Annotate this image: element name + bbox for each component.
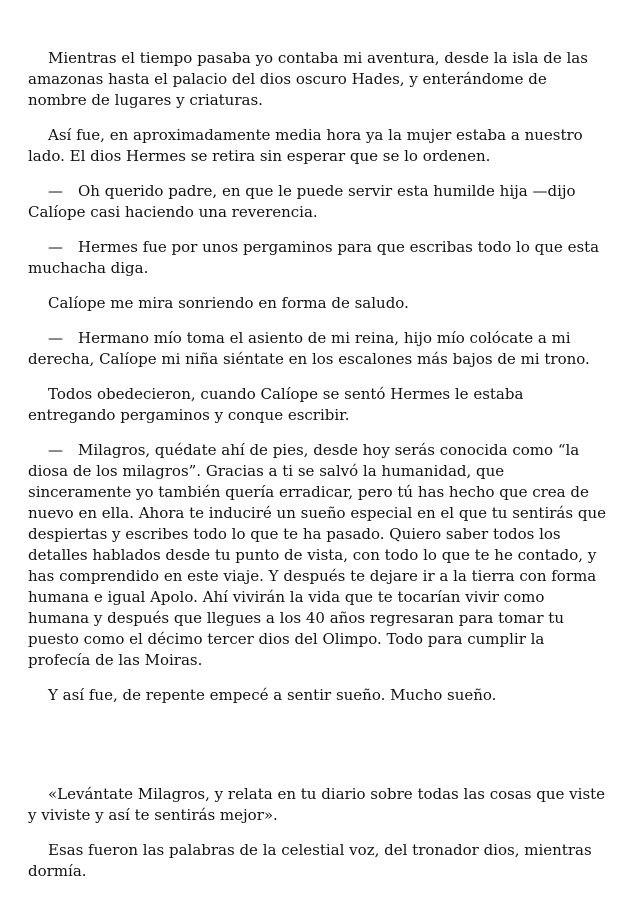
dialog-dash: —: [48, 182, 63, 200]
paragraph-4: Todos obedecieron, cuando Calíope se sentó Hermes le estaba entregando pergaminos y conque escribir.: [28, 385, 524, 424]
paragraph-5: Y así fue, de repente empecé a sentir sueño. Mucho sueño.: [48, 686, 497, 704]
dialog-dash: —: [48, 441, 63, 459]
dialog-dash: —: [48, 238, 63, 256]
dialog-dash: —: [48, 329, 63, 347]
dialog-line-1: — Oh querido padre, en que le puede servir esta humilde hija —dijo Calíope casi haciendo una reverencia.: [28, 182, 576, 221]
dialog-line-2: — Hermes fue por unos pergaminos para que escribas todo lo que esta muchacha diga.: [28, 238, 600, 277]
paragraph-7: Esas fueron las palabras de la celestial voz, del tronador dios, mientras dormía.: [28, 841, 592, 880]
paragraph-3: Calíope me mira sonriendo en forma de saludo.: [48, 294, 409, 312]
paragraph-6: «Levántate Milagros, y relata en tu diario sobre todas las cosas que viste y viviste y así te sentirás mejor».: [28, 785, 606, 824]
dialog-line-4: — Milagros, quédate ahí de pies, desde hoy serás conocida como “la diosa de los milagros”. Gracias a ti se salvó la humanidad, que sinceramente yo también quería erradicar, pero tú has hecho que crea de nuevo en ella. Ahora te induciré un sueño especial en el que tu sentirás que despiertas y escribes todo lo que te ha pasado. Quiero saber todos los detalles hablados desde tu punto de vista, con todo lo que te he contado, y has comprendido en este viaje. Y después te dejare ir a la tierra con forma humana e igual Apolo. Ahí vivirán la vida que te tocarían vivir como humana y después que llegues a los 40 años regresaran para tomar tu puesto como el décimo tercer dios del Olimpo. Todo para cumplir la profecía de las Moiras.: [28, 441, 606, 669]
dialog-line-3: — Hermano mío toma el asiento de mi reina, hijo mío colócate a mi derecha, Calíope mi niña siéntate en los escalones más bajos de mi trono.: [28, 329, 590, 368]
section-break: [28, 720, 608, 784]
paragraph-1: Mientras el tiempo pasaba yo contaba mi aventura, desde la isla de las amazonas hasta el palacio del dios oscuro Hades, y enterándome de nombre de lugares y criaturas.: [28, 49, 588, 109]
paragraph-2: Así fue, en aproximadamente media hora ya la mujer estaba a nuestro lado. El dios Hermes se retira sin esperar que se lo ordenen.: [28, 126, 583, 165]
